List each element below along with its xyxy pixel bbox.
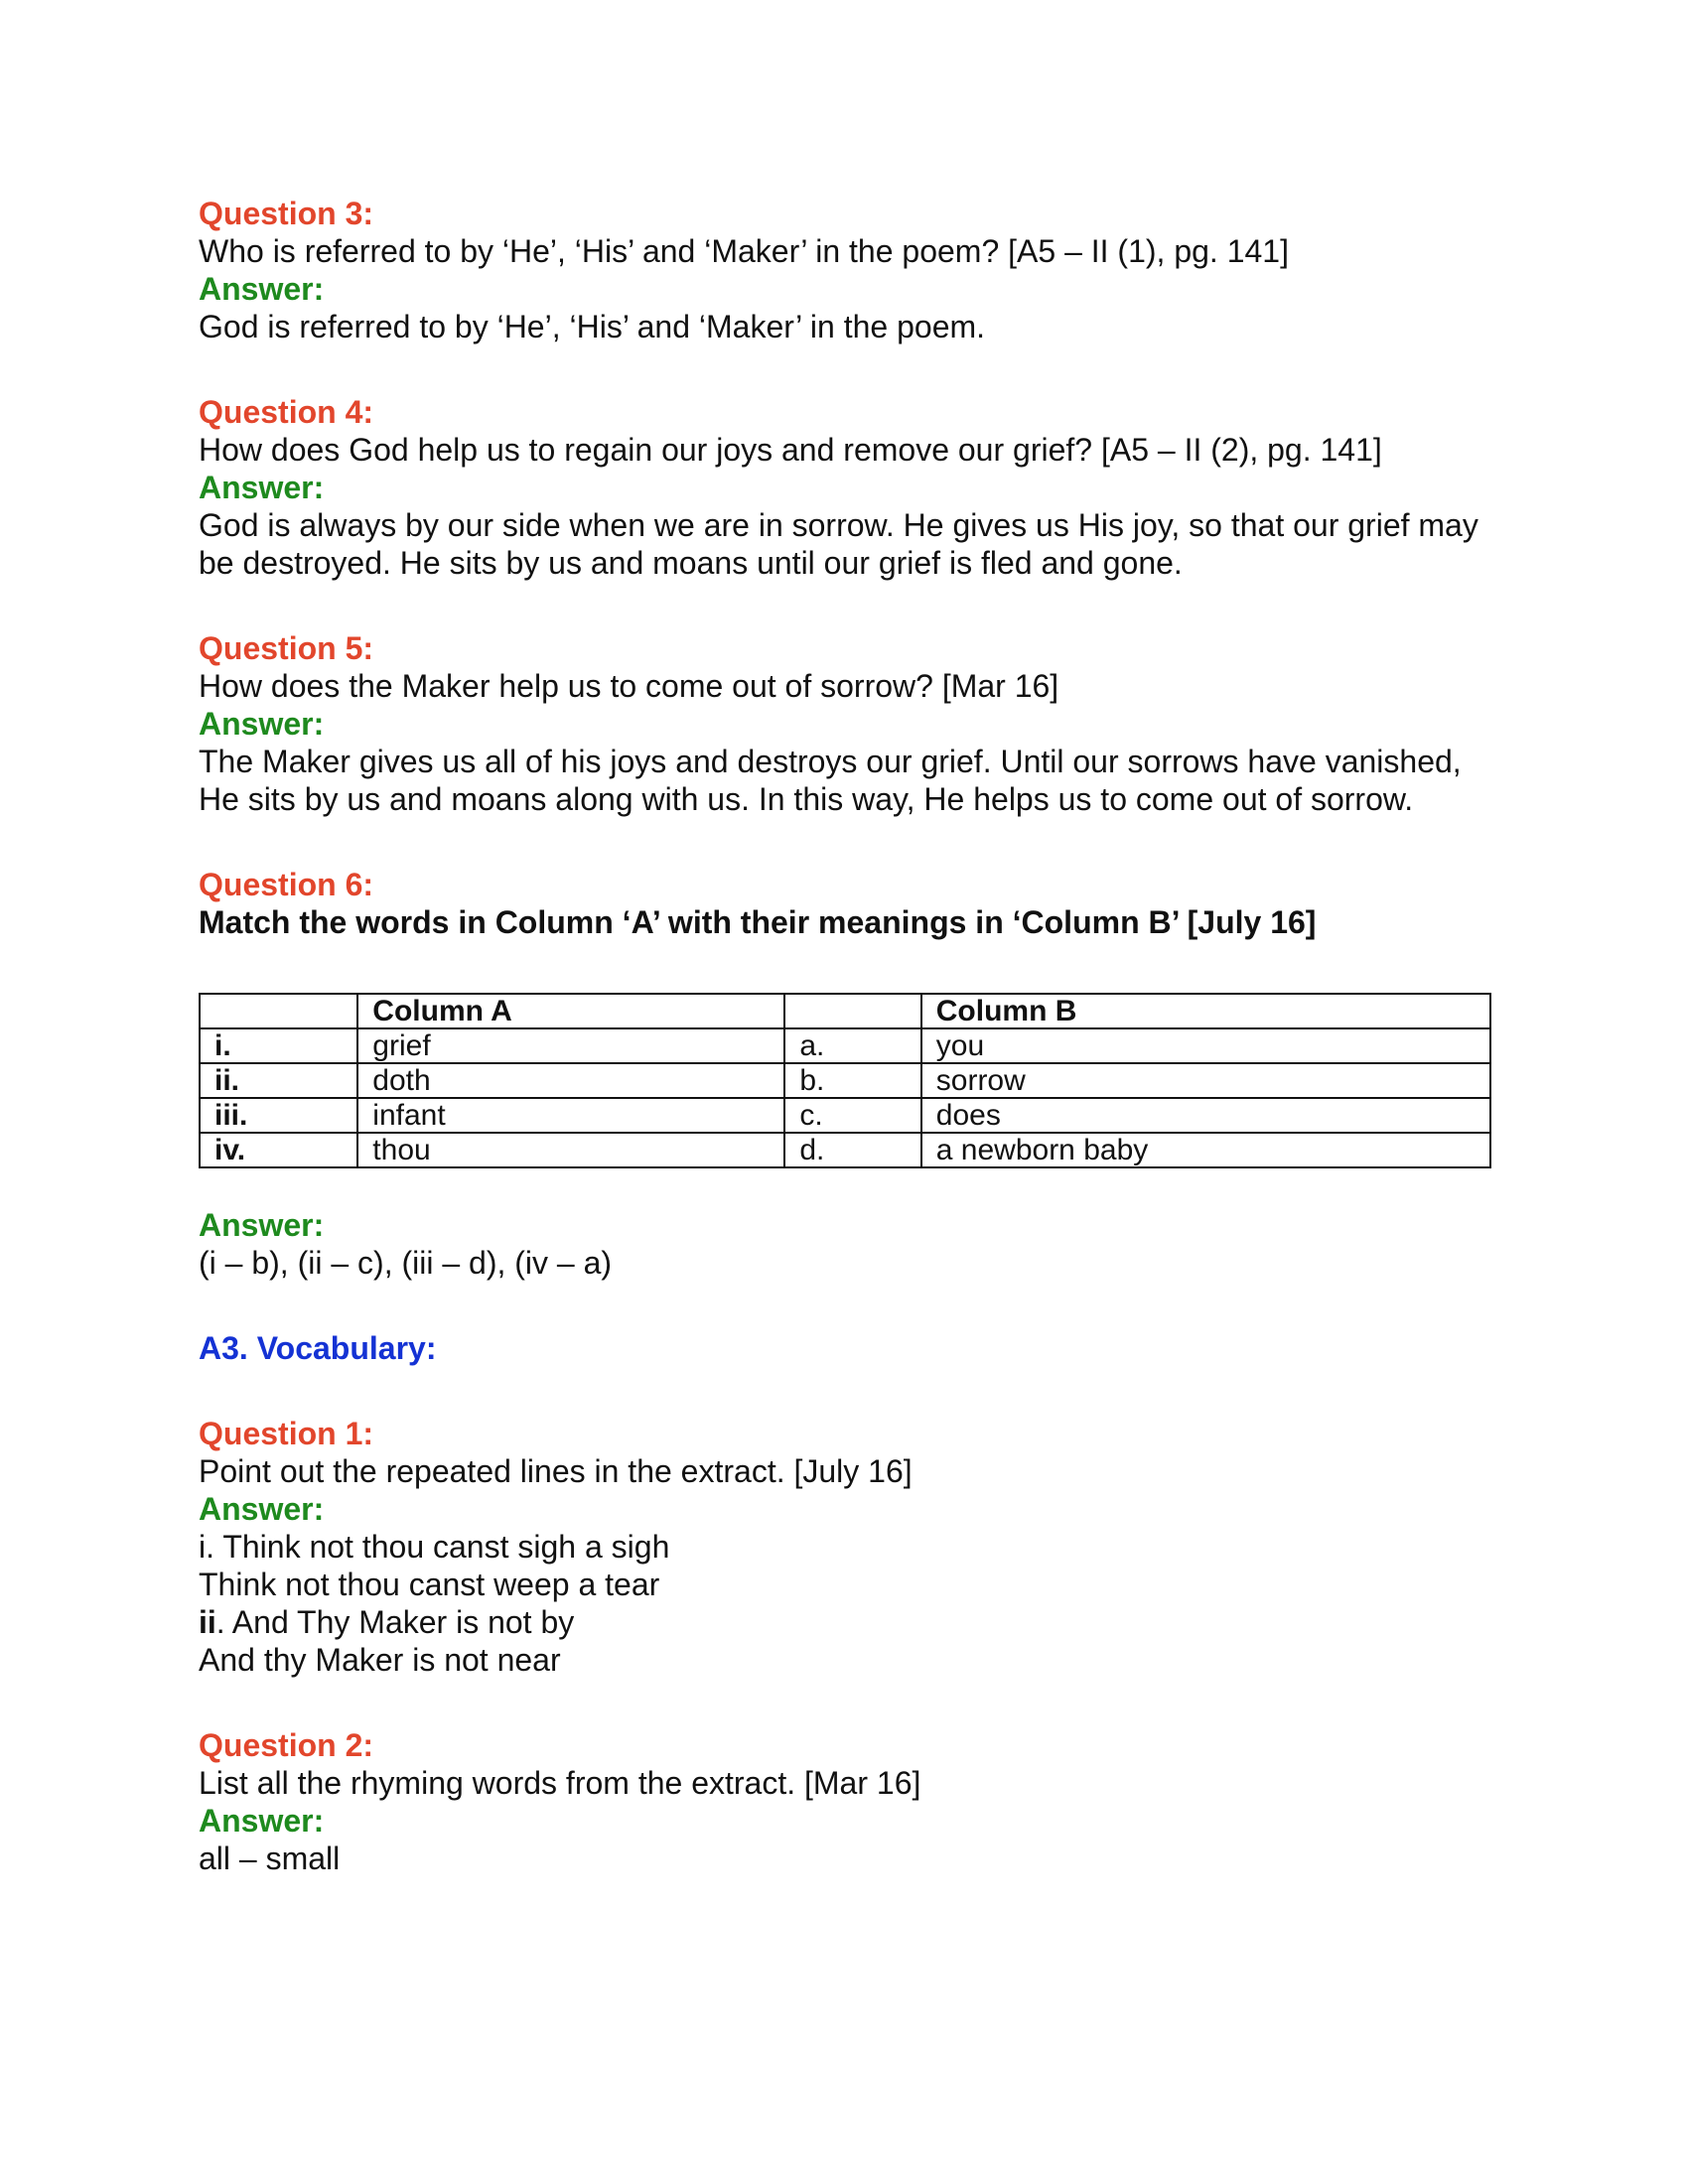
row-meaning: you xyxy=(921,1028,1490,1063)
vocab-question-2-text: List all the rhyming words from the extract. [Mar 16] xyxy=(199,1765,921,1801)
section-title: A3. Vocabulary: xyxy=(199,1330,437,1366)
row-word: doth xyxy=(357,1063,784,1098)
question-3-title: Question 3: xyxy=(199,196,374,231)
table-row xyxy=(200,1133,1490,1167)
row-word: grief xyxy=(357,1028,784,1063)
row-meaning: sorrow xyxy=(921,1063,1490,1098)
row-letter: a. xyxy=(784,1028,920,1063)
vocab-answer-line-3-number: ii xyxy=(199,1604,216,1640)
table-row xyxy=(200,1028,1490,1063)
vocab-answer-line-1: i. Think not thou canst sigh a sigh xyxy=(199,1529,670,1565)
question-3 xyxy=(199,195,1509,345)
table-row xyxy=(200,1098,1490,1133)
vocab-question-1-title: Question 1: xyxy=(199,1416,374,1451)
question-4-text: How does God help us to regain our joys and remove our grief? [A5 – II (2), pg. 141] xyxy=(199,432,1382,468)
row-letter: c. xyxy=(784,1098,920,1133)
question-5-title: Question 5: xyxy=(199,630,374,666)
question-6-answer-label: Answer: xyxy=(199,1207,325,1243)
vocabulary-section xyxy=(199,1329,1509,1367)
row-meaning: a newborn baby xyxy=(921,1133,1490,1167)
vocab-question-1-text: Point out the repeated lines in the extract. [July 16] xyxy=(199,1453,913,1489)
vocab-question-2 xyxy=(199,1726,1509,1877)
vocab-question-2-answer: all – small xyxy=(199,1841,341,1876)
question-4 xyxy=(199,393,1509,582)
match-table-header xyxy=(200,994,1490,1028)
vocab-answer-line-3 xyxy=(199,1603,1509,1641)
question-5-answer: The Maker gives us all of his joys and destroys our grief. Until our sorrows have vanished, He sits by us and moans along with us. In this way, He helps us to come out of sorrow. xyxy=(199,744,1462,817)
row-number: iv. xyxy=(200,1133,357,1167)
question-4-answer-label: Answer: xyxy=(199,470,325,505)
question-5-answer-label: Answer: xyxy=(199,706,325,742)
question-5-text: How does the Maker help us to come out of sorrow? [Mar 16] xyxy=(199,668,1059,704)
question-6 xyxy=(199,866,1509,1282)
question-4-answer: God is always by our side when we are in sorrow. He gives us His joy, so that our grief may be destroyed. He sits by us and moans until our grief is fled and gone. xyxy=(199,507,1478,581)
header-column-b: Column B xyxy=(921,994,1490,1028)
vocab-question-1 xyxy=(199,1415,1509,1679)
vocab-question-2-title: Question 2: xyxy=(199,1727,374,1763)
vocab-question-2-answer-label: Answer: xyxy=(199,1803,325,1839)
row-letter: d. xyxy=(784,1133,920,1167)
question-6-title: Question 6: xyxy=(199,867,374,902)
vocab-answer-line-3-text: . And Thy Maker is not by xyxy=(215,1604,575,1640)
vocab-answer-line-2: Think not thou canst weep a tear xyxy=(199,1567,660,1602)
vocab-answer-line-4: And thy Maker is not near xyxy=(199,1642,561,1678)
table-row xyxy=(200,1063,1490,1098)
row-number: iii. xyxy=(200,1098,357,1133)
row-number: i. xyxy=(200,1028,357,1063)
header-blank-1 xyxy=(200,994,357,1028)
question-3-answer: God is referred to by ‘He’, ‘His’ and ‘Maker’ in the poem. xyxy=(199,309,986,344)
question-3-answer-label: Answer: xyxy=(199,271,325,307)
match-table xyxy=(199,993,1491,1168)
row-meaning: does xyxy=(921,1098,1490,1133)
question-5 xyxy=(199,629,1509,818)
question-6-answer: (i – b), (ii – c), (iii – d), (iv – a) xyxy=(199,1245,613,1281)
document-page xyxy=(199,195,1509,1877)
question-6-text: Match the words in Column ‘A’ with their meanings in ‘Column B’ [July 16] xyxy=(199,904,1317,940)
header-blank-2 xyxy=(784,994,920,1028)
question-3-text: Who is referred to by ‘He’, ‘His’ and ‘Maker’ in the poem? [A5 – II (1), pg. 141] xyxy=(199,233,1289,269)
row-number: ii. xyxy=(200,1063,357,1098)
row-word: thou xyxy=(357,1133,784,1167)
row-word: infant xyxy=(357,1098,784,1133)
row-letter: b. xyxy=(784,1063,920,1098)
question-4-title: Question 4: xyxy=(199,394,374,430)
header-column-a: Column A xyxy=(357,994,784,1028)
vocab-question-1-answer-label: Answer: xyxy=(199,1491,325,1527)
